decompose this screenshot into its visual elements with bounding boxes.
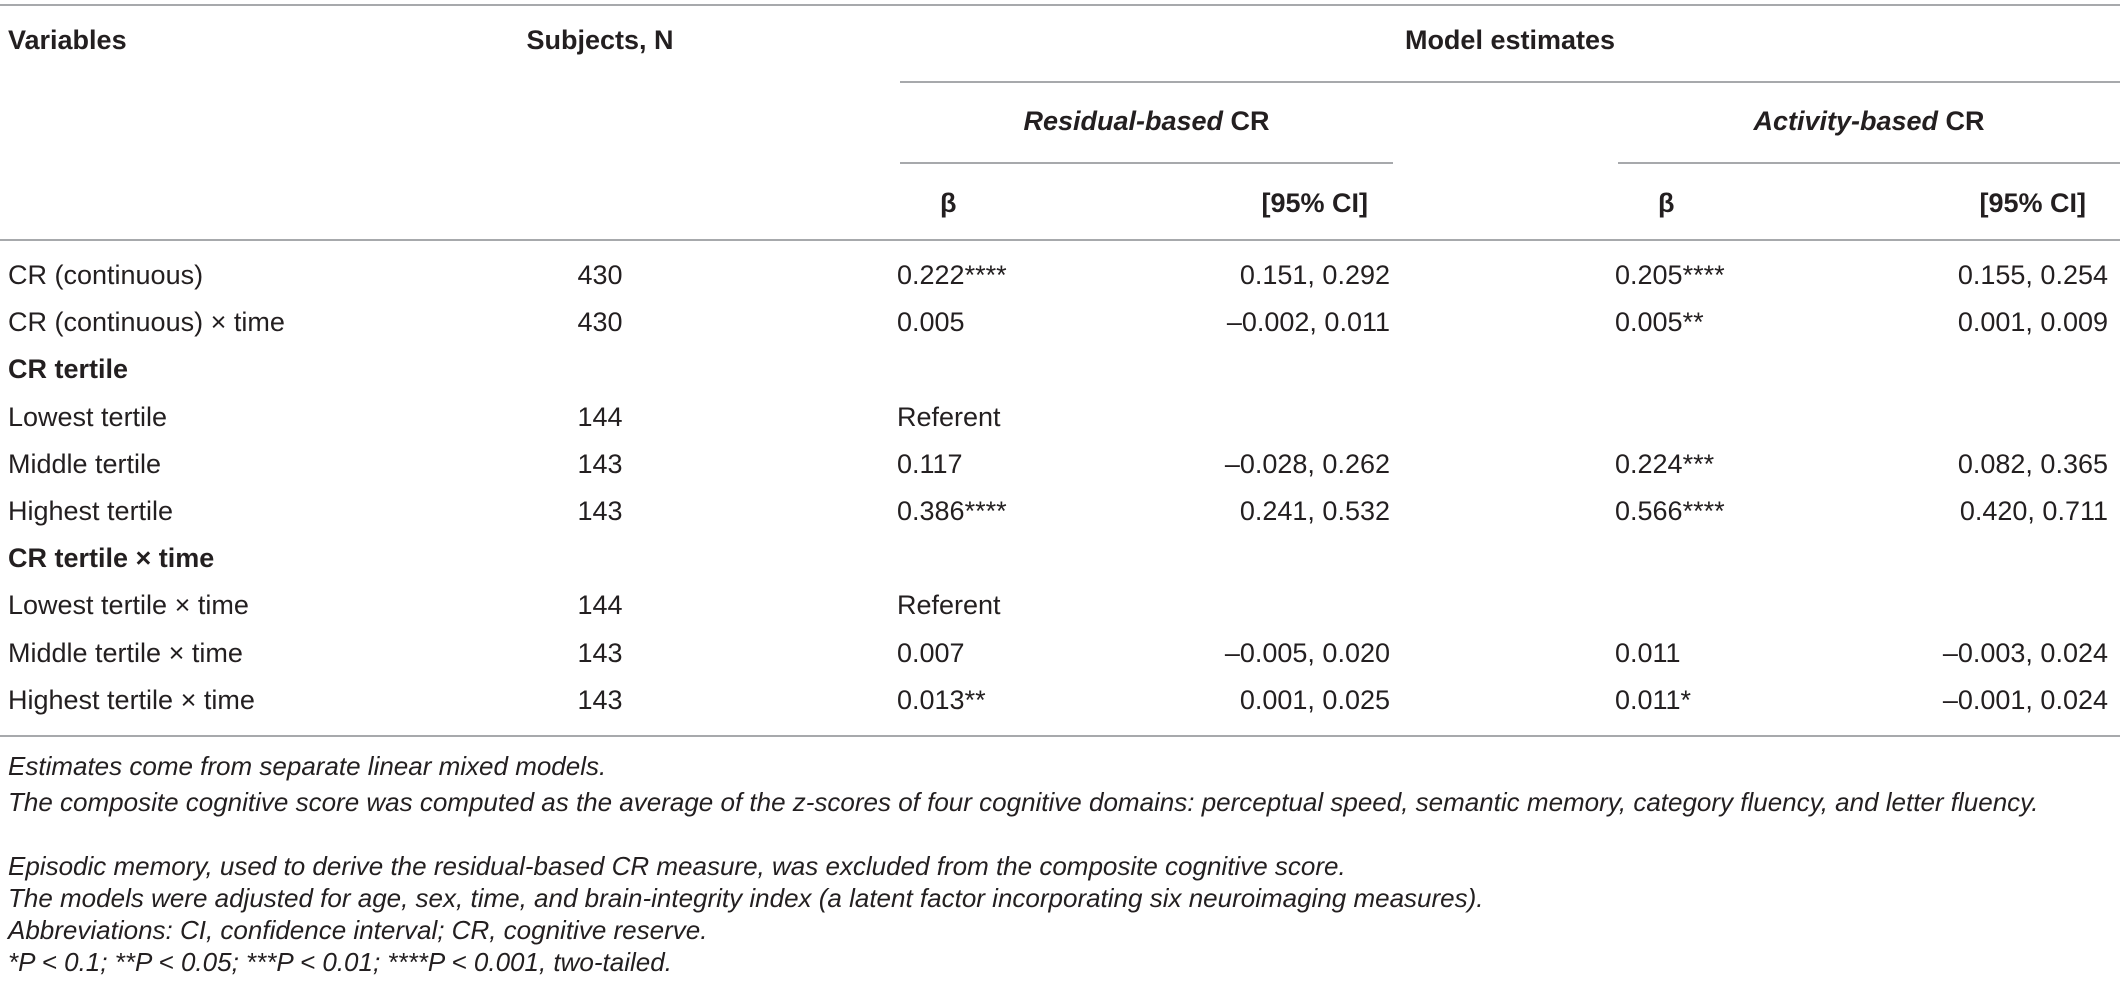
section-heading: CR tertile × time xyxy=(8,543,215,573)
residual-beta: 0.117 xyxy=(897,449,963,479)
model-estimates-rule xyxy=(900,81,2120,83)
footnote: Estimates come from separate linear mixed models. xyxy=(8,751,607,781)
header-variables: Variables xyxy=(8,25,127,55)
header-rb-ci: [95% CI] xyxy=(1261,188,1368,218)
subjects-n: 144 xyxy=(577,402,623,432)
subjects-n: 143 xyxy=(577,638,623,668)
activity-ci: 0.001, 0.009 xyxy=(1957,307,2108,337)
residual-beta: 0.005 xyxy=(897,307,965,337)
activity-beta: 0.224*** xyxy=(1615,449,1715,479)
residual-beta: Referent xyxy=(897,590,1001,620)
residual-beta: 0.007 xyxy=(897,638,965,668)
residual-ci: 0.241, 0.532 xyxy=(1239,496,1390,526)
activity-ci: –0.003, 0.024 xyxy=(1942,638,2108,668)
activity-ci: –0.001, 0.024 xyxy=(1942,685,2108,715)
row-label: Middle tertile × time xyxy=(8,638,243,668)
residual-beta: 0.013** xyxy=(897,685,986,715)
header-subjects: Subjects, N xyxy=(526,25,674,55)
subjects-n: 430 xyxy=(577,307,623,337)
subjects-n: 144 xyxy=(577,590,623,620)
residual-ci: –0.002, 0.011 xyxy=(1226,307,1390,337)
row-label: CR (continuous) × time xyxy=(8,307,285,337)
row-label: CR (continuous) xyxy=(8,260,204,290)
residual-beta: 0.386**** xyxy=(897,496,1007,526)
subjects-n: 430 xyxy=(577,260,623,290)
activity-group-rule xyxy=(1618,162,2120,164)
footnote: *P < 0.1; **P < 0.05; ***P < 0.01; ****P < 0.001, two-tailed. xyxy=(8,947,672,977)
subjects-n: 143 xyxy=(577,685,623,715)
residual-beta: 0.222**** xyxy=(897,260,1007,290)
header-activity-group xyxy=(1618,104,2120,138)
header-ab-beta: β xyxy=(1658,188,1675,218)
activity-group-tail: CR xyxy=(1938,106,1985,136)
activity-group-italic: Activity-based xyxy=(1753,106,1939,136)
activity-beta: 0.011 xyxy=(1615,638,1681,668)
residual-ci: –0.028, 0.262 xyxy=(1224,449,1390,479)
row-label: Lowest tertile xyxy=(8,402,168,432)
section-heading: CR tertile xyxy=(8,354,129,384)
activity-beta: 0.205**** xyxy=(1615,260,1725,290)
residual-ci: 0.001, 0.025 xyxy=(1239,685,1390,715)
subjects-n: 143 xyxy=(577,496,623,526)
row-label: Lowest tertile × time xyxy=(8,590,249,620)
row-label: Middle tertile xyxy=(8,449,162,479)
residual-beta: Referent xyxy=(897,402,1001,432)
residual-ci: 0.151, 0.292 xyxy=(1239,260,1390,290)
header-bottom-rule xyxy=(0,239,2120,241)
row-label: Highest tertile × time xyxy=(8,685,255,715)
header-ab-ci: [95% CI] xyxy=(1979,188,2086,218)
activity-beta: 0.566**** xyxy=(1615,496,1725,526)
subjects-n: 143 xyxy=(577,449,623,479)
header-model-estimates: Model estimates xyxy=(1404,25,1616,55)
footnote: The composite cognitive score was computed as the average of the z-scores of four cognitive domains: perceptual speed, semantic memory, category fluency, and letter fluency. xyxy=(8,787,2039,817)
activity-beta: 0.005** xyxy=(1615,307,1704,337)
residual-group-rule xyxy=(900,162,1393,164)
residual-group-tail: CR xyxy=(1223,106,1270,136)
header-rb-beta: β xyxy=(940,188,957,218)
table-top-rule xyxy=(0,4,2120,6)
row-label: Highest tertile xyxy=(8,496,174,526)
header-residual-group xyxy=(900,104,1393,138)
activity-ci: 0.420, 0.711 xyxy=(1959,496,2108,526)
residual-ci: –0.005, 0.020 xyxy=(1224,638,1390,668)
activity-beta: 0.011* xyxy=(1615,685,1692,715)
footnote: The models were adjusted for age, sex, time, and brain-integrity index (a latent factor incorporating six neuroimaging measures). xyxy=(8,883,1484,913)
footnote: Episodic memory, used to derive the residual-based CR measure, was excluded from the composite cognitive score. xyxy=(8,851,1346,881)
residual-group-italic: Residual-based xyxy=(1023,106,1224,136)
activity-ci: 0.155, 0.254 xyxy=(1957,260,2108,290)
footnote: Abbreviations: CI, confidence interval; CR, cognitive reserve. xyxy=(8,915,708,945)
table-bottom-rule xyxy=(0,735,2120,737)
activity-ci: 0.082, 0.365 xyxy=(1957,449,2108,479)
